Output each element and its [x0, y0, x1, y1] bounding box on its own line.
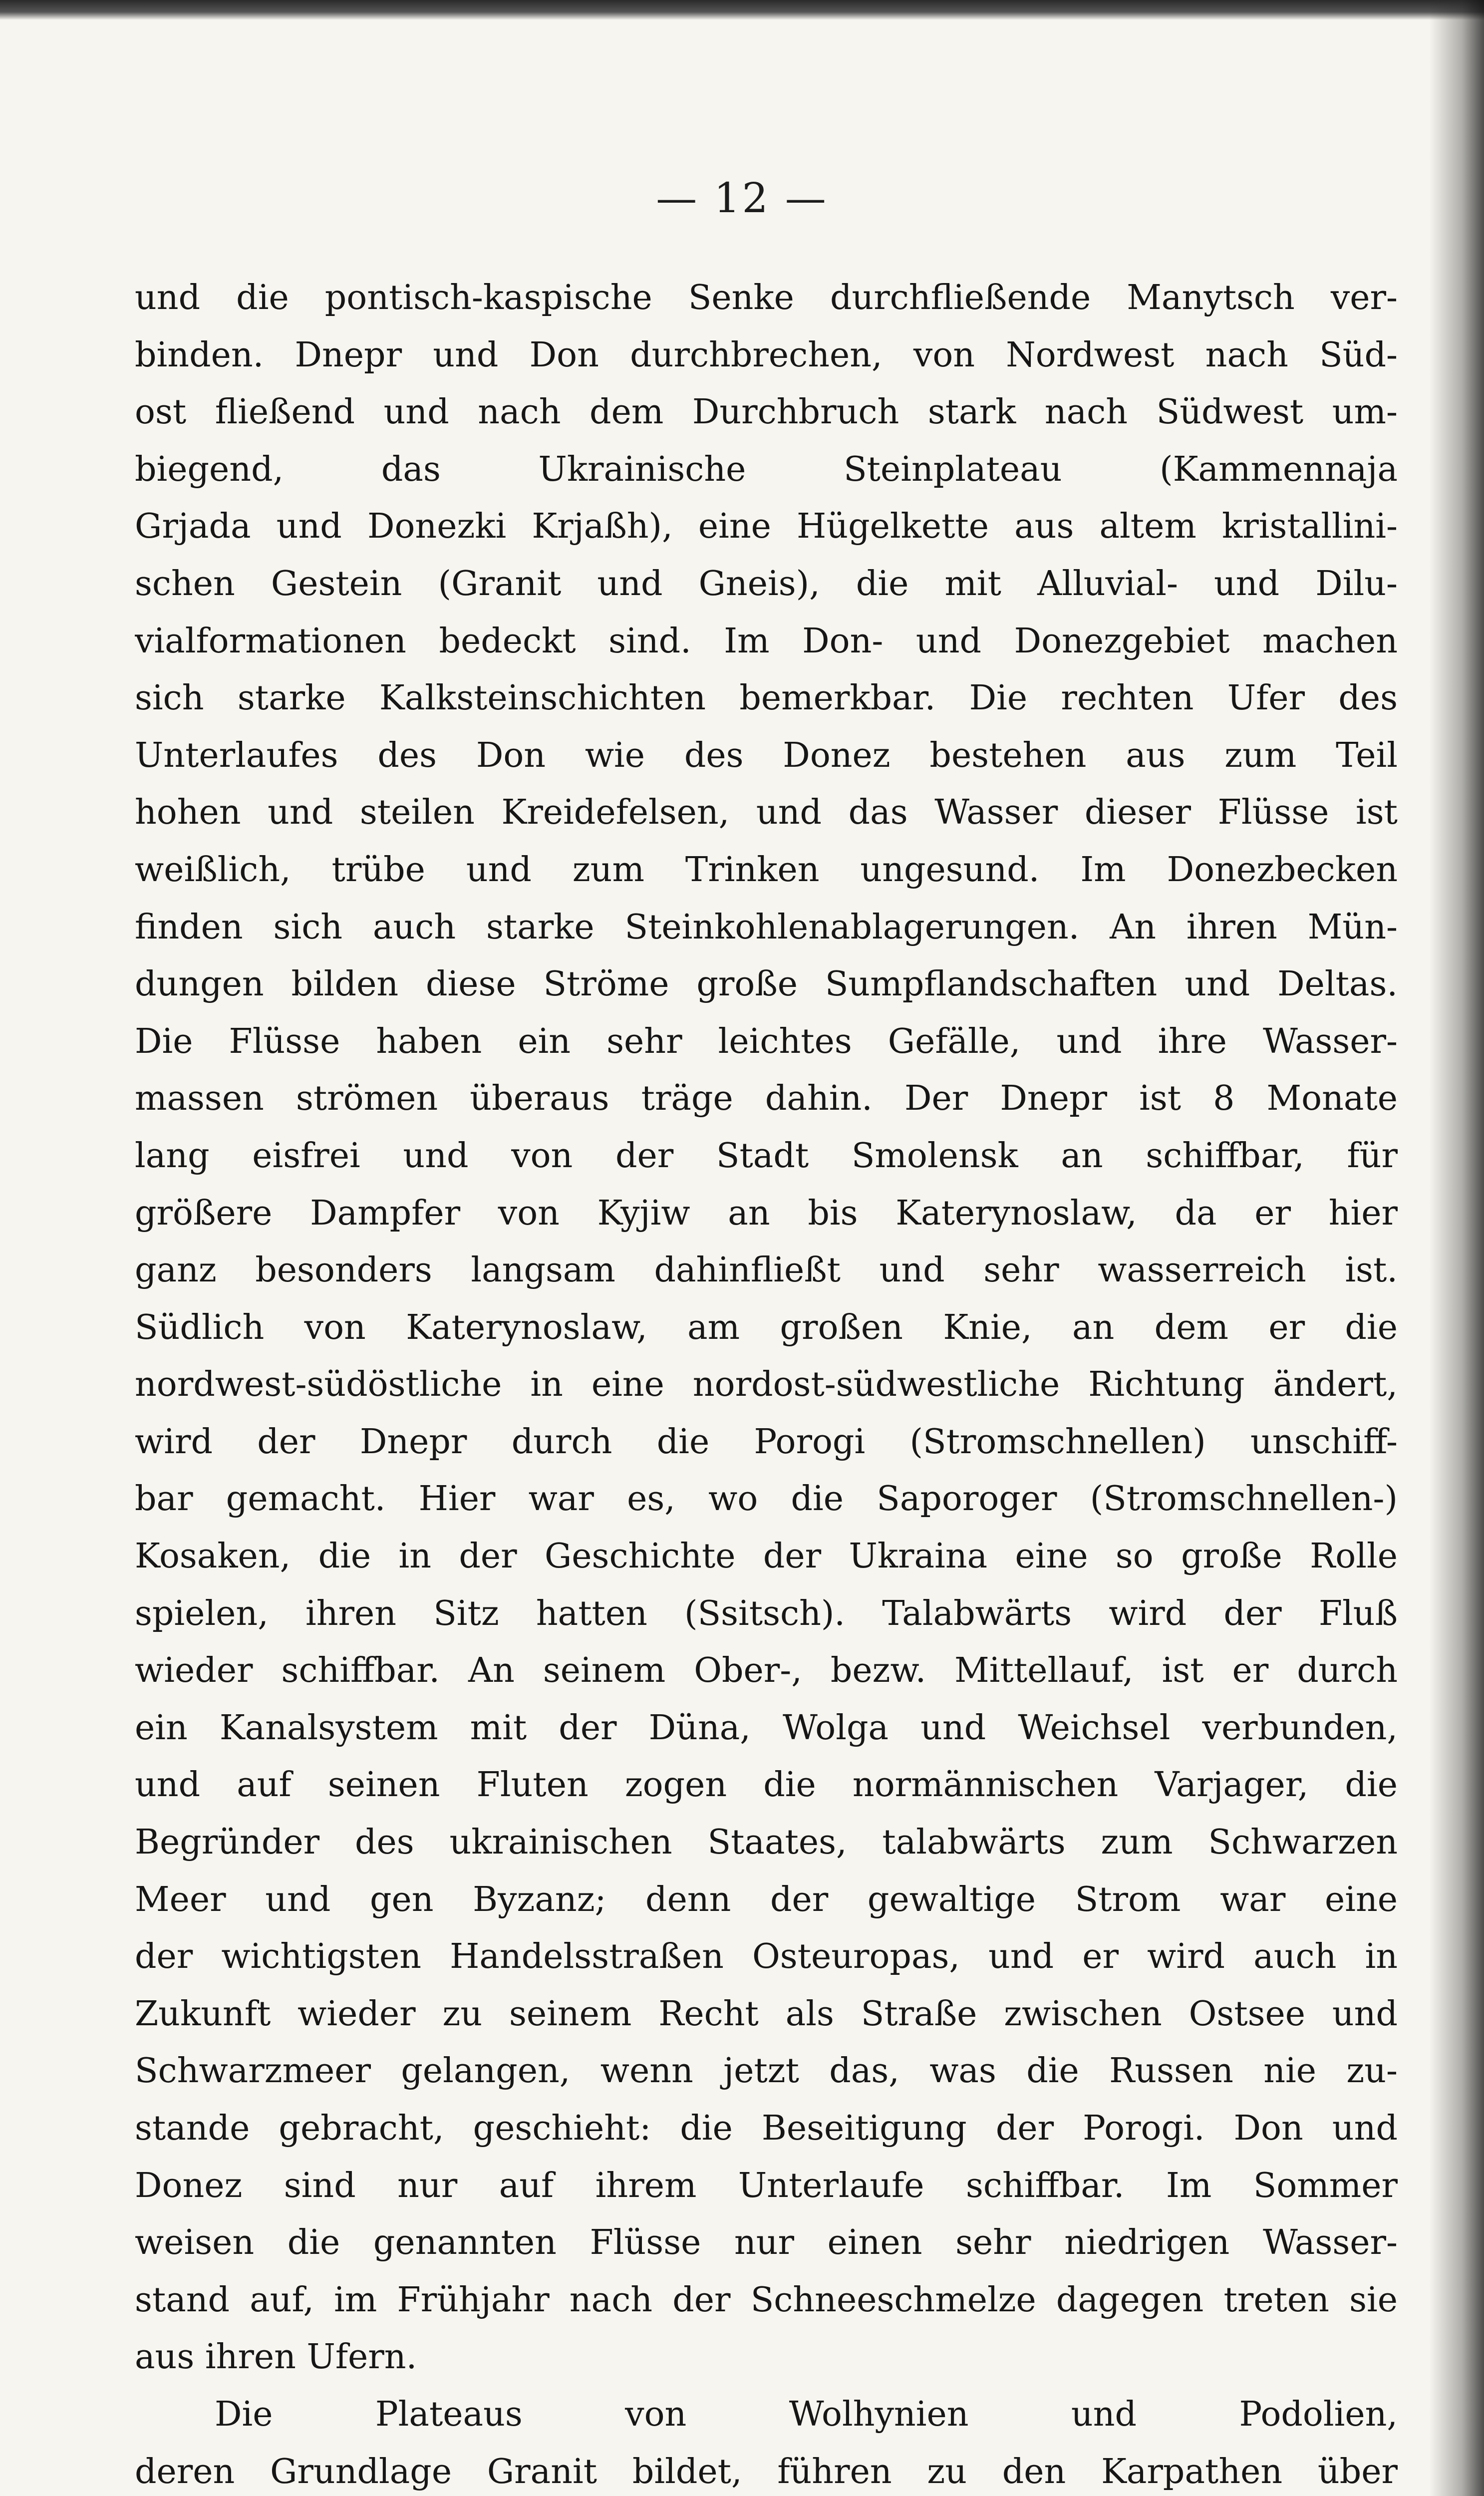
text-line: Meer und gen Byzanz; denn der gewaltige Strom war eine — [135, 1879, 1398, 1919]
text-line: Grjada und Donezki Krjaßh), eine Hügelkette aus altem kristallini- — [135, 507, 1398, 547]
text-line: weisen die genannten Flüsse nur einen sehr niedrigen Wasser- — [135, 2223, 1398, 2263]
text-line: Die Flüsse haben ein sehr leichtes Gefälle, und ihre Wasser- — [135, 1021, 1398, 1061]
text-line: finden sich auch starke Steinkohlenablagerungen. An ihren Mün- — [135, 907, 1398, 947]
text-line: Schwarzmeer gelangen, wenn jetzt das, was die Russen nie zu- — [135, 2051, 1398, 2091]
page-number: — 12 — — [656, 175, 828, 222]
text-line: bar gemacht. Hier war es, wo die Saporoger (Stromschnellen-) — [135, 1479, 1398, 1519]
text-line: hohen und steilen Kreidefelsen, und das Wasser dieser Flüsse ist — [135, 793, 1398, 833]
text-line: wird der Dnepr durch die Porogi (Stromschnellen) unschiff- — [135, 1422, 1398, 1462]
text-line: der wichtigsten Handelsstraßen Osteuropas, und er wird auch in — [135, 1937, 1398, 1977]
text-line: vialformationen bedeckt sind. Im Don- und Donezgebiet machen — [135, 621, 1398, 661]
text-line: und auf seinen Fluten zogen die normännischen Varjager, die — [135, 1765, 1398, 1805]
text-line: stande gebracht, geschieht: die Beseitigung der Porogi. Don und — [135, 2109, 1398, 2148]
text-line: aus ihren Ufern. — [135, 2337, 417, 2377]
text-line: ost fließend und nach dem Durchbruch stark nach Südwest um- — [135, 392, 1398, 432]
text-line: ein Kanalsystem mit der Düna, Wolga und Weichsel verbunden, — [135, 1708, 1398, 1748]
text-line: weißlich, trübe und zum Trinken ungesund. Im Donezbecken — [135, 850, 1398, 890]
text-line: ganz besonders langsam dahinfließt und sehr wasserreich ist. — [135, 1250, 1398, 1290]
text-line: Kosaken, die in der Geschichte der Ukraina eine so große Rolle — [135, 1537, 1398, 1576]
text-line: Die Plateaus von Wolhynien und Podolien, — [215, 2394, 1398, 2434]
text-line: dungen bilden diese Ströme große Sumpflandschaften und Deltas. — [135, 964, 1398, 1004]
text-line: biegend, das Ukrainische Steinplateau (Kammennaja — [135, 449, 1398, 489]
text-line: Zukunft wieder zu seinem Recht als Straße zwischen Ostsee und — [135, 1994, 1398, 2034]
text-line: sich starke Kalksteinschichten bemerkbar. Die rechten Ufer des — [135, 678, 1398, 718]
text-line: massen strömen überaus träge dahin. Der Dnepr ist 8 Monate — [135, 1079, 1398, 1119]
scan-top-edge — [0, 0, 1484, 20]
text-line: schen Gestein (Granit und Gneis), die mit Alluvial- und Dilu- — [135, 564, 1398, 604]
scan-right-edge-shadow — [1429, 0, 1484, 2496]
text-line: Begründer des ukrainischen Staates, talabwärts zum Schwarzen — [135, 1823, 1398, 1863]
text-line: Unterlaufes des Don wie des Donez bestehen aus zum Teil — [135, 735, 1398, 775]
text-line: spielen, ihren Sitz hatten (Ssitsch). Talabwärts wird der Fluß — [135, 1593, 1398, 1633]
text-line: nordwest-südöstliche in eine nordost-südwestliche Richtung ändert, — [135, 1365, 1398, 1405]
text-line: Südlich von Katerynoslaw, am großen Knie, an dem er die — [135, 1307, 1398, 1347]
text-line: stand auf, im Frühjahr nach der Schneeschmelze dagegen treten sie — [135, 2280, 1398, 2320]
text-line: wieder schiffbar. An seinem Ober-, bezw. Mittellauf, ist er durch — [135, 1651, 1398, 1691]
text-line: Donez sind nur auf ihrem Unterlaufe schiffbar. Im Sommer — [135, 2166, 1398, 2205]
text-line: deren Grundlage Granit bildet, führen zu den Karpathen über — [135, 2452, 1398, 2492]
body-text — [135, 270, 1398, 2496]
text-line: größere Dampfer von Kyjiw an bis Katerynoslaw, da er hier — [135, 1193, 1398, 1233]
text-line: binden. Dnepr und Don durchbrechen, von Nordwest nach Süd- — [135, 335, 1398, 375]
text-line: und die pontisch-kaspische Senke durchfließende Manytsch ver- — [135, 278, 1398, 317]
text-line: lang eisfrei und von der Stadt Smolensk an schiffbar, für — [135, 1136, 1398, 1176]
